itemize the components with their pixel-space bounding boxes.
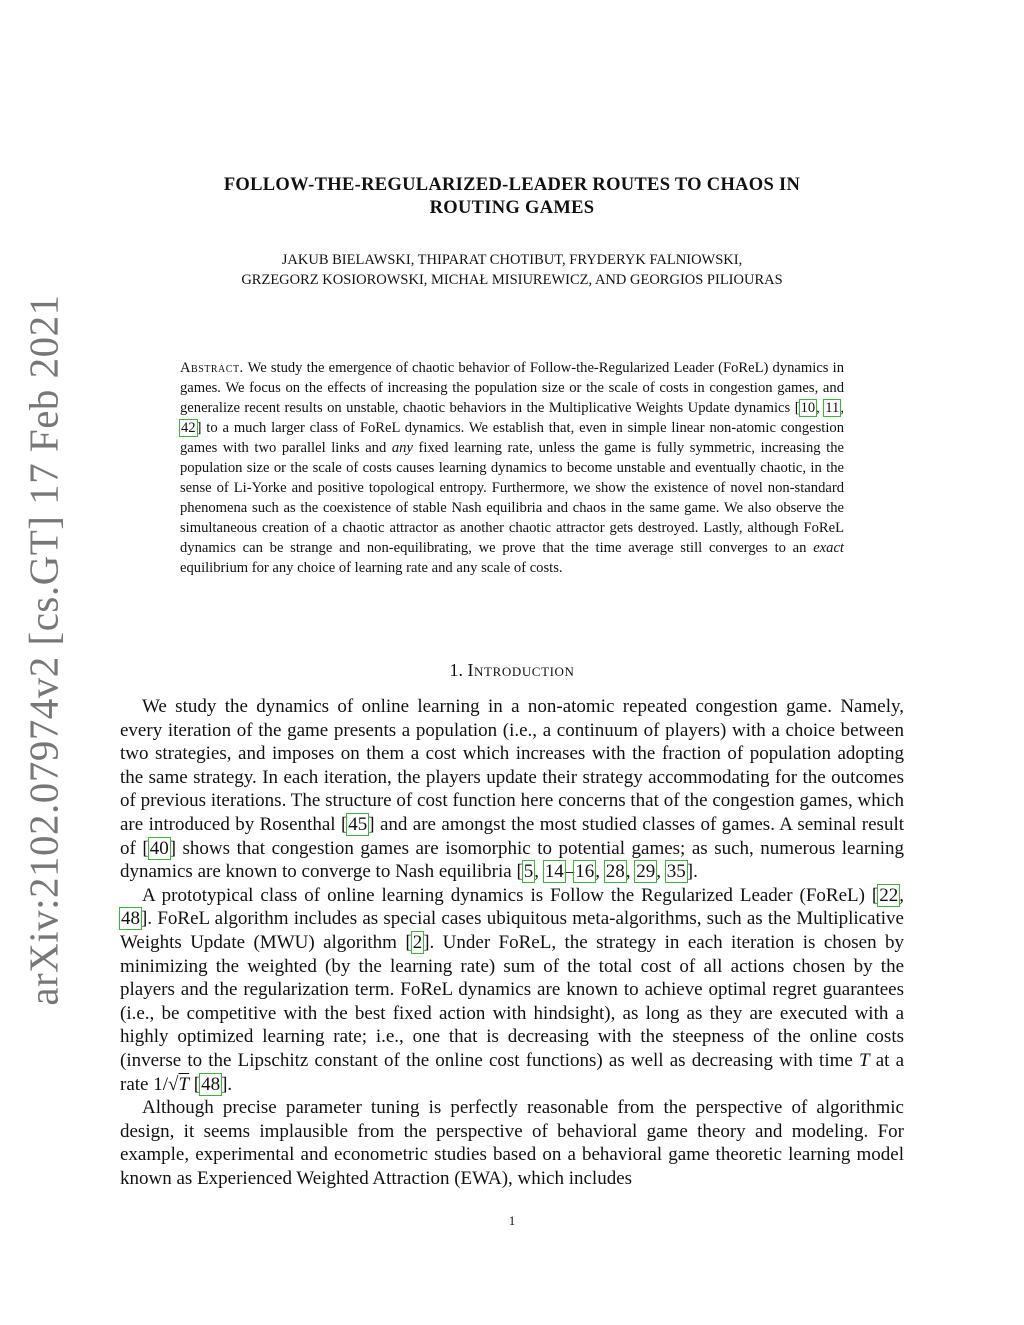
- citation-separator: ,: [840, 400, 844, 416]
- citation-link[interactable]: 11: [825, 400, 840, 416]
- citation-link[interactable]: 2: [412, 931, 423, 953]
- citation-link[interactable]: 42: [181, 420, 196, 436]
- paragraph-text: at a rate 1/√: [120, 1049, 904, 1095]
- paragraph-text: Although precise parameter tuning is perfectly reasonable from the perspective of algorithmic design, it seems implausible from the perspective of behavioral game theory and modeling. For example, experimental and econometric studies based on a behavioral game theoretic learning model known as Experienced Weighted Attraction (EWA), which includes: [120, 1097, 904, 1189]
- abstract-emphasis: any: [391, 440, 413, 456]
- citation-link[interactable]: 48: [201, 1073, 221, 1095]
- math-variable: T: [178, 1073, 190, 1095]
- citation-link[interactable]: 29: [636, 861, 656, 883]
- citation-link[interactable]: 40: [149, 837, 169, 859]
- citation-link[interactable]: 22: [879, 884, 899, 906]
- citation-link[interactable]: 5: [523, 861, 534, 883]
- body-text: [120, 695, 904, 1190]
- title-line-1: FOLLOW-THE-REGULARIZED-LEADER ROUTES TO CHAOS IN: [223, 175, 801, 195]
- authors-line-1: JAKUB BIELAWSKI, THIPARAT CHOTIBUT, FRYDERYK FALNIOWSKI,: [281, 252, 743, 268]
- section-heading: [120, 660, 904, 681]
- paragraph-3: [120, 1096, 904, 1190]
- abstract-label: Abstract.: [180, 360, 244, 376]
- paragraph-text: . Under FoReL, the strategy in each iteration is chosen by minimizing the weighted (by the learning rate) sum of the total cost of all actions chosen by the players and the regularization term. FoReL dynamics are known to achieve optimal regret guarantees (i.e., be competitive with the best fixed action with hindsight), as long as they are executed with a highly optimized learning rate; i.e., one that is decreasing with the steepness of the online costs (inverse to the Lipschitz constant of the online cost functions) as well as decreasing with time: [120, 931, 904, 1071]
- paragraph-1: We study the dynamics of online learning in a non-atomic repeated congestion game. Namely, every iteration of the game presents a population (i.e., a continuum of players) with a choice between two strategies, and imposes on them a cost which increases with the fraction of population adopting the same strategy. In each iteration, the players update their strategy accommodating for the outcomes of previous iterations. The structure of cost function here concerns that of the congestion games, which are introduced by Rosenthal [45] and are amongst the most studied classes of games. A seminal result of [40] shows that congestion games are isomorphic to potential games; as such, numerous learning dynamics are known to converge to Nash equilibria [5, 14–16, 28, 29, 35].: [120, 696, 905, 883]
- citation-link[interactable]: 14: [544, 861, 564, 883]
- citation-separator: –: [564, 861, 575, 883]
- title-line-2: ROUTING GAMES: [429, 198, 595, 218]
- abstract-text: equilibrium for any choice of learning rate and any scale of costs.: [180, 560, 563, 576]
- section-title: Introduction: [467, 660, 575, 680]
- abstract: Abstract. We study the emergence of chaotic behavior of Follow-the-Regularized Leader (FoReL) dynamics in games. We focus on the effects of increasing the population size or the scale of costs in congestion games, and generalize recent results on unstable, chaotic behaviors in the Multiplicative Weights Update dynamics [10, 11, 42] to a much larger class of FoReL dynamics. We establish that, even in simple linear non-atomic congestion games with two parallel links and any fixed learning rate, unless the game is fully symmetric, increasing the population size or the scale of costs causes learning dynamics to become unstable and eventually chaotic, in the sense of Li-Yorke and positive topological entropy. Furthermore, we show the existence of novel non-standard phenomena such as the coexistence of stable Nash equilibria and chaos in the same game. We also observe the simultaneous creation of a chaotic attractor as another chaotic attractor gets destroyed. Lastly, although FoReL dynamics can be strange and non-equilibrating, we prove that the time average still converges to an exact equilibrium for any choice of learning rate and any scale of costs.: [180, 360, 844, 576]
- paragraph-text: and are amongst the most studied classes of games. A seminal result of: [120, 813, 905, 859]
- section-number: 1.: [449, 660, 463, 680]
- abstract-emphasis: exact: [813, 540, 844, 556]
- paragraph-2: A prototypical class of online learning dynamics is Follow the Regularized Leader (FoReL) [22, 48]. FoReL algorithm includes as special cases ubiquitous meta-algorithms, such as the Multiplicative Weights Update (MWU) algorithm [2]. Under FoReL, the strategy in each iteration is chosen by minimizing the weighted (by the learning rate) sum of the total cost of all actions chosen by the players and the regularization term. FoReL dynamics are known to achieve optimal regret guarantees (i.e., be competitive with the best fixed action with hindsight), as long as they are executed with a highly optimized learning rate; i.e., one that is decreasing with the steepness of the online costs (inverse to the Lipschitz constant of the online cost functions) as well as decreasing with time T at a rate 1/√T [48].: [120, 884, 904, 1095]
- paper-title: [120, 174, 904, 220]
- math-variable: T: [858, 1049, 870, 1071]
- citation-separator: ,: [899, 884, 904, 906]
- arxiv-identifier-sidebar: [14, 294, 74, 1006]
- citation-link[interactable]: 48: [121, 908, 140, 930]
- citation-separator: ,: [816, 400, 825, 416]
- paragraph-text: A prototypical class of online learning dynamics is Follow the Regularized Leader (FoReL): [142, 884, 872, 906]
- citation-link[interactable]: 28: [605, 861, 625, 883]
- citation-link[interactable]: 35: [666, 861, 686, 883]
- paragraph-text: .: [227, 1073, 233, 1095]
- citation-link[interactable]: 45: [348, 813, 368, 835]
- page-number: 1: [508, 1213, 516, 1228]
- citation-separator: ,: [656, 861, 666, 883]
- paragraph-text: shows that congestion games are isomorphic to potential games; as such, numerous learning dynamics are known to converge to Nash equilibria: [120, 837, 904, 883]
- abstract-text: We study the emergence of chaotic behavior of Follow-the-Regularized Leader (FoReL) dynamics in games. We focus on the effects of increasing the population size or the scale of costs in congestion games, and generalize recent results on unstable, chaotic behaviors in the Multiplicative Weights Update dynamics: [180, 360, 844, 416]
- citation-separator: ,: [625, 861, 636, 883]
- arxiv-identifier-text: arXiv:2102.07974v2 [cs.GT] 17 Feb 2021: [21, 294, 68, 1006]
- paragraph-text: .: [693, 861, 698, 883]
- paragraph-text: We study the dynamics of online learning in a non-atomic repeated congestion game. Namely, every iteration of the game presents a population (i.e., a continuum of players) with a choice between two strategies, and imposes on them a cost which increases with the fraction of population adopting the same strategy. In each iteration, the players update their strategy accommodating for the outcomes of previous iterations. The structure of cost function here concerns that of the congestion games, which are introduced by Rosenthal: [120, 696, 904, 835]
- citation-link[interactable]: 16: [575, 861, 595, 883]
- abstract-text: fixed learning rate, unless the game is fully symmetric, increasing the population size or the scale of costs causes learning dynamics to become unstable and eventually chaotic, in the sense of Li-Yorke and positive topological entropy. Furthermore, we show the existence of novel non-standard phenomena such as the coexistence of stable Nash equilibria and chaos in the same game. We also observe the simultaneous creation of a chaotic attractor as another chaotic attractor gets destroyed. Lastly, although FoReL dynamics can be strange and non-equilibrating, we prove that the time average still converges to an: [180, 440, 844, 556]
- authors-line-2: GRZEGORZ KOSIOROWSKI, MICHAŁ MISIUREWICZ, AND GEORGIOS PILIOURAS: [241, 272, 783, 288]
- paragraph-text: [189, 1074, 194, 1095]
- citation-separator: ,: [595, 861, 605, 883]
- citation-separator: ,: [534, 861, 544, 883]
- citation-link[interactable]: 10: [800, 400, 816, 416]
- paragraph-text: . FoReL algorithm includes as special cases ubiquitous meta-algorithms, such as the Multiplicative Weights Update (MWU) algorithm: [120, 908, 904, 953]
- author-list: [120, 250, 904, 290]
- abstract-text: to a much larger class of FoReL dynamics. We establish that, even in simple linear non-atomic congestion games with two parallel links and: [180, 420, 844, 456]
